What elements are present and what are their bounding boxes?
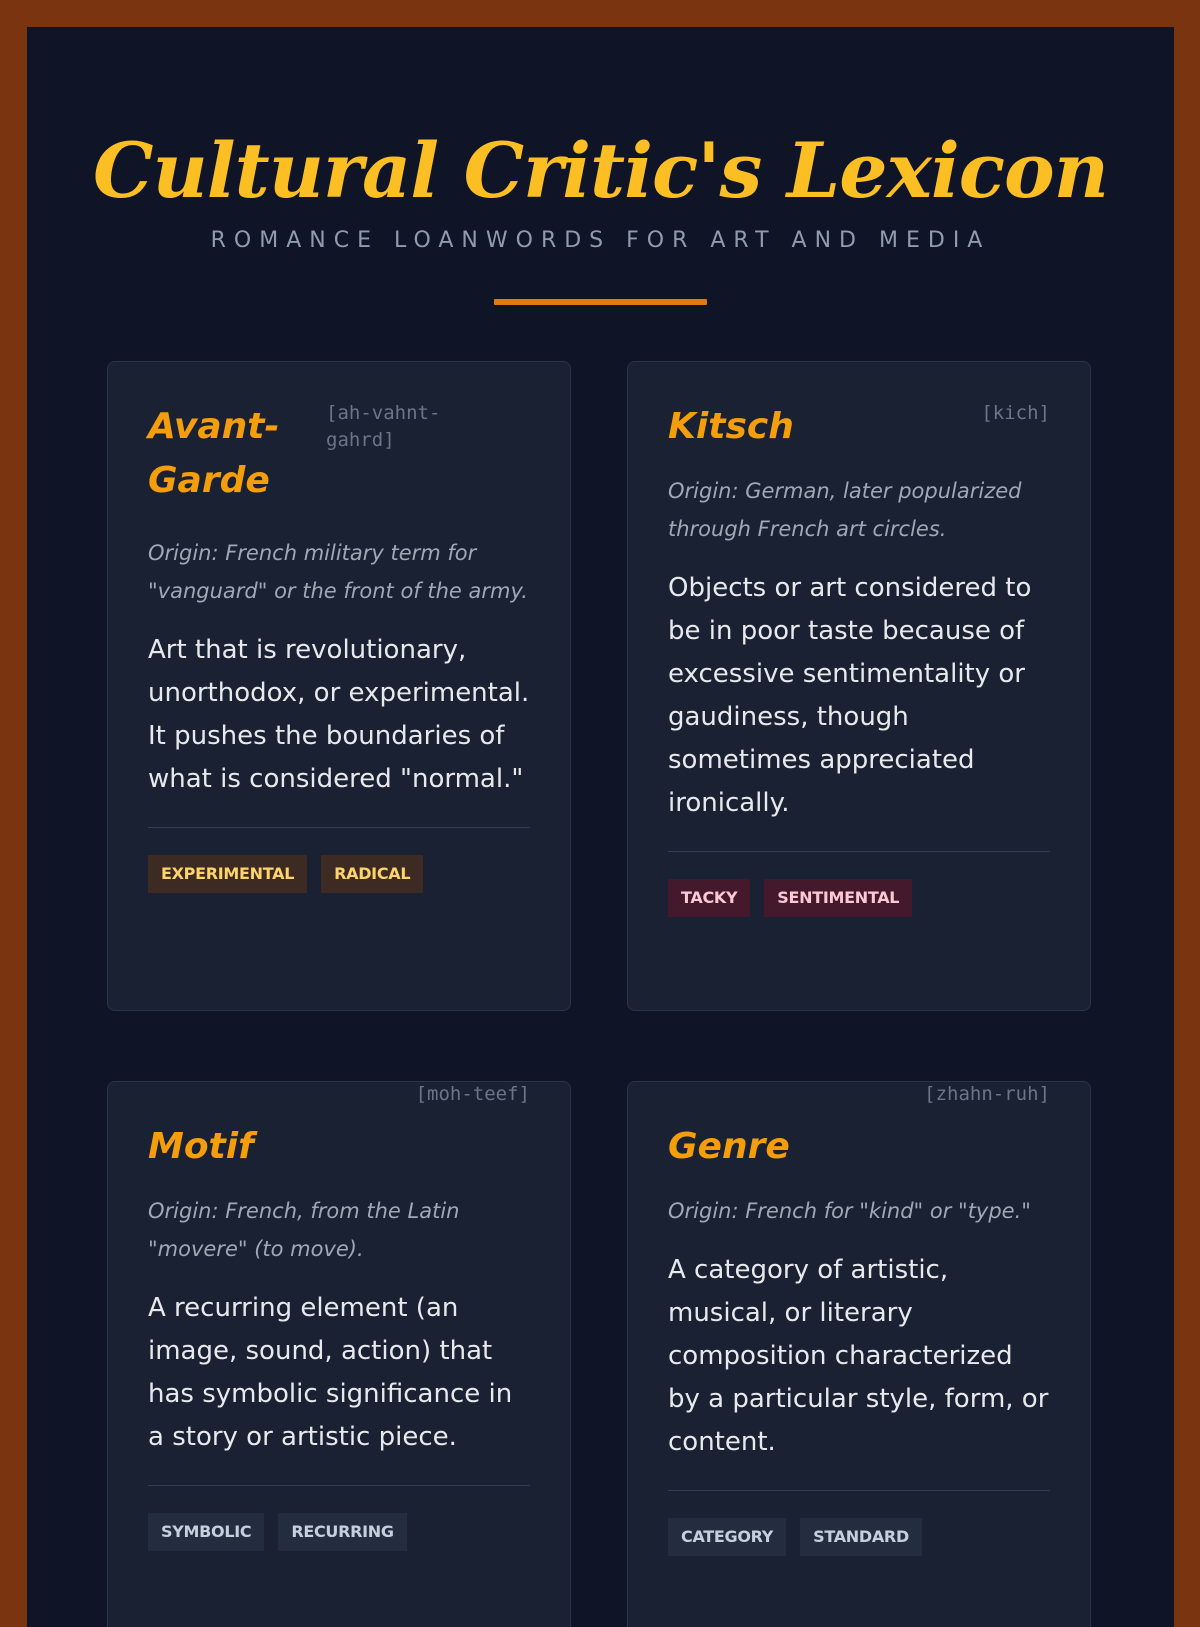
tag-tacky: TACKY: [668, 879, 750, 917]
entry-term: Genre: [668, 1126, 790, 1167]
tag-experimental: EXPERIMENTAL: [148, 855, 307, 893]
entry-definition: Art that is revolutionary, unorthodox, or experimental. It pushes the boundaries of what is considered "normal.": [148, 635, 530, 794]
entry-card-avant-garde: [107, 361, 571, 1011]
tag-standard: STANDARD: [800, 1518, 922, 1556]
title-divider: [494, 299, 707, 305]
page-panel: [27, 27, 1174, 1627]
page-subtitle: ROMANCE LOANWORDS FOR ART AND MEDIA: [210, 228, 991, 253]
entry-pronunciation: [zhahn-ruh]: [924, 1083, 1050, 1105]
entry-term-line: Garde: [148, 460, 270, 501]
tag-symbolic: SYMBOLIC: [148, 1513, 264, 1551]
entry-term-line: Avant-: [148, 406, 280, 447]
entry-pronunciation: [moh-teef]: [415, 1083, 530, 1105]
tag-list: [668, 879, 1050, 917]
entry-definition: A recurring element (an image, sound, action) that has symbolic significance in a story or artistic piece.: [148, 1293, 513, 1452]
entry-card-kitsch: [627, 361, 1091, 1011]
entry-card-genre: [627, 1081, 1091, 1627]
tag-list: [148, 855, 530, 893]
card-divider: [148, 827, 530, 828]
tag-category: CATEGORY: [668, 1518, 786, 1556]
entry-origin: Origin: French, from the Latin "movere" (to move).: [148, 1199, 460, 1261]
tag-recurring: RECURRING: [278, 1513, 406, 1551]
card-divider: [668, 851, 1050, 852]
entry-origin: Origin: French for "kind" or "type.": [668, 1199, 1031, 1223]
entry-origin: Origin: German, later popularized through French art circles.: [668, 479, 1022, 541]
entry-definition: Objects or art considered to be in poor taste because of excessive sentimentality or gaudiness, though sometimes appreciated ironically.: [668, 573, 1032, 818]
entry-card-motif: [107, 1081, 571, 1627]
page-title: Cultural Critic's Lexicon: [93, 126, 1108, 215]
tag-radical: RADICAL: [321, 855, 423, 893]
tag-sentimental: SENTIMENTAL: [764, 879, 912, 917]
tag-list: [668, 1518, 1050, 1556]
entry-pronunciation: [326, 400, 490, 454]
pronunciation-line: [ah-vahnt-: [326, 402, 441, 424]
card-divider: [668, 1490, 1050, 1491]
tag-list: [148, 1513, 530, 1551]
pronunciation-line: gahrd]: [326, 429, 395, 451]
entry-pronunciation: [kich]: [981, 402, 1050, 424]
entry-term: Kitsch: [668, 406, 794, 447]
entry-origin: Origin: French military term for "vanguard" or the front of the army.: [148, 541, 528, 603]
card-divider: [148, 1485, 530, 1486]
entry-definition: A category of artistic, musical, or literary composition characterized by a particular style, form, or content.: [668, 1255, 1049, 1457]
entry-term: Motif: [148, 1126, 254, 1167]
